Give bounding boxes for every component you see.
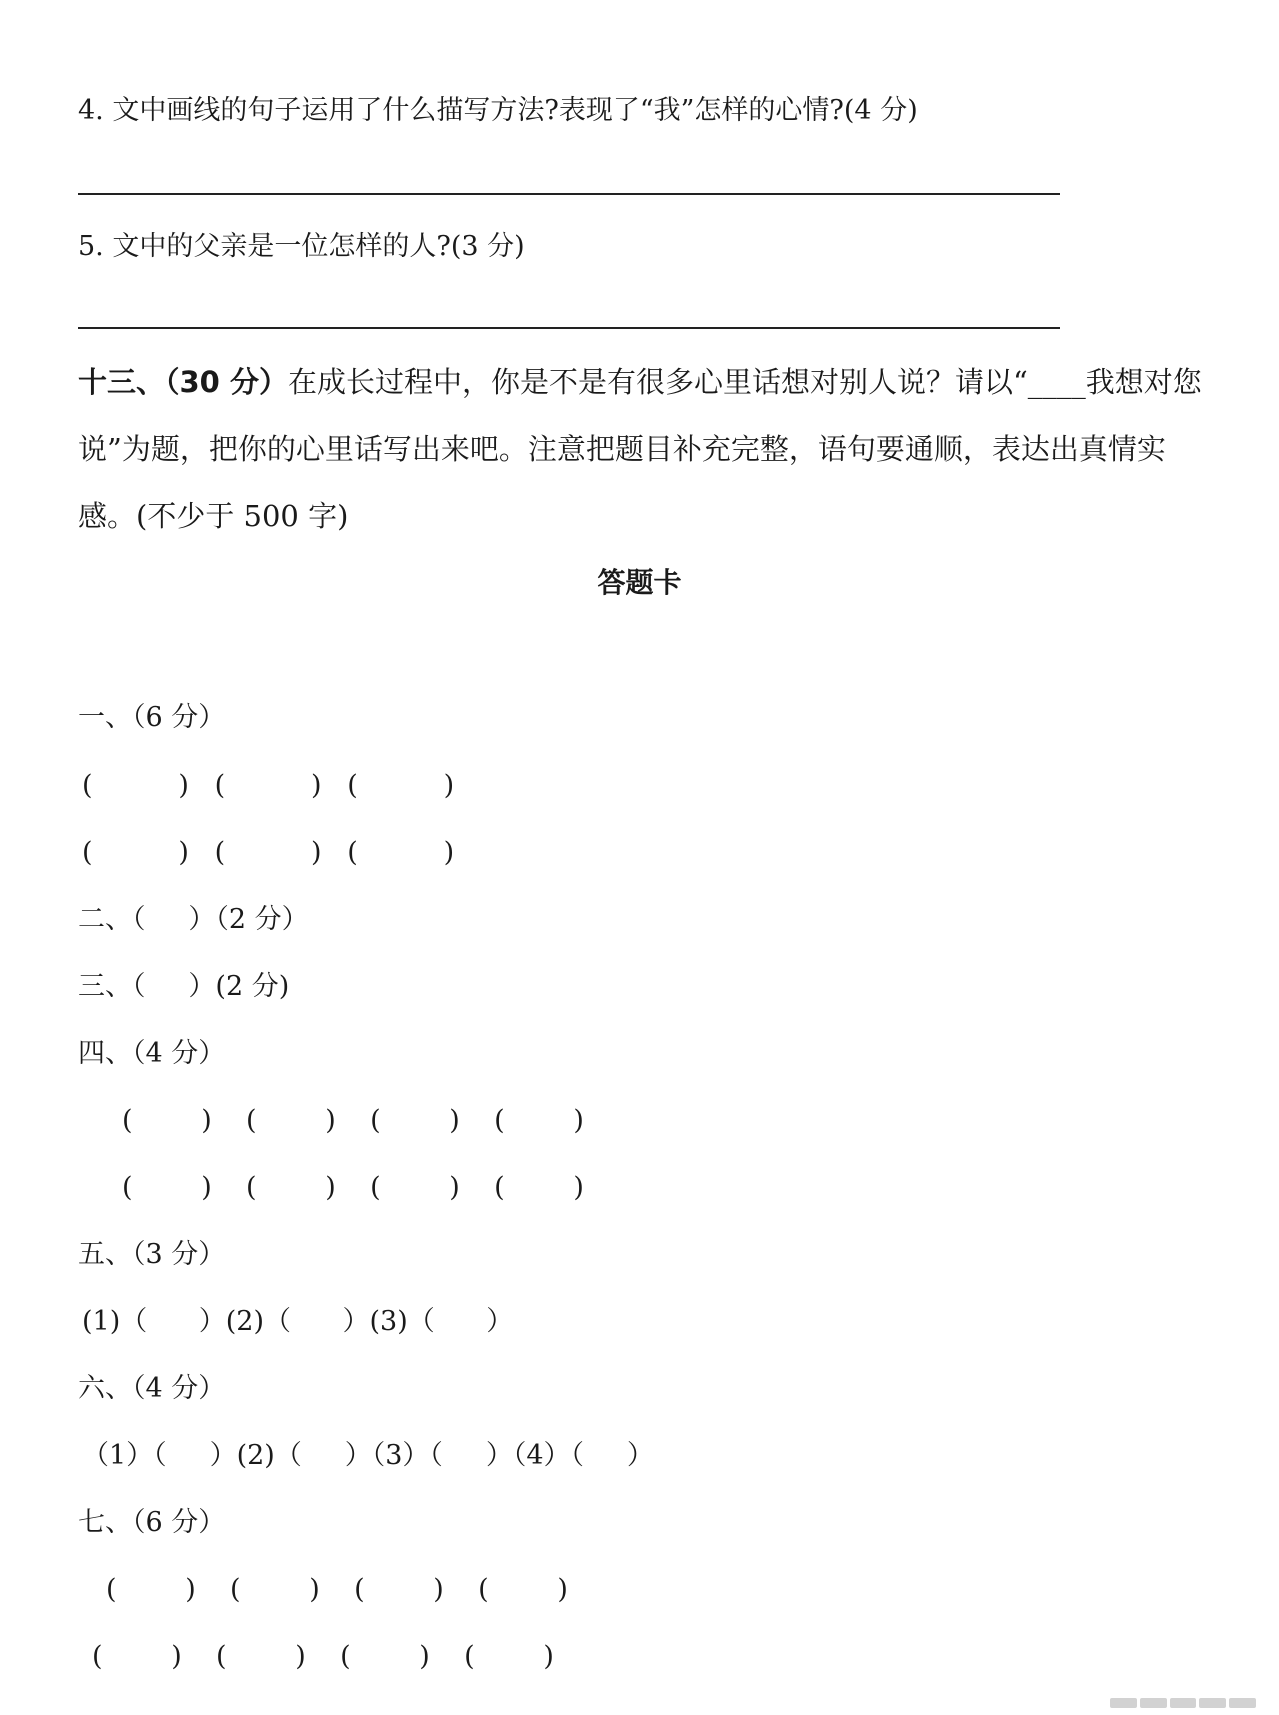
section-4-row-2: ( ) ( ) ( ) ( ) bbox=[122, 1172, 584, 1203]
section-4-header: 四、（4 分） bbox=[78, 1038, 226, 1069]
indicator-segment bbox=[1140, 1698, 1167, 1708]
section-7-row-2: ( ) ( ) ( ) ( ) bbox=[92, 1641, 554, 1672]
indicator-segment bbox=[1110, 1698, 1137, 1708]
section-1-header: 一、（6 分） bbox=[78, 702, 226, 733]
section-1-row-2: ( ) ( ) ( ) bbox=[82, 837, 455, 868]
indicator-segment bbox=[1199, 1698, 1226, 1708]
essay-prompt bbox=[78, 349, 1208, 550]
section-2: 二、（ ）（2 分） bbox=[78, 904, 309, 935]
answer-card-title: 答题卡 bbox=[597, 566, 682, 599]
section-6-row: （1）（ ）(2)（ ）（3）（ ）（4）（ ） bbox=[82, 1440, 654, 1471]
image-page-indicator bbox=[1110, 1698, 1256, 1708]
question-4: 4. 文中画线的句子运用了什么描写方法?表现了“我”怎样的心情?(4 分) bbox=[78, 95, 918, 126]
section-7-header: 七、（6 分） bbox=[78, 1507, 226, 1538]
section-4-row-1: ( ) ( ) ( ) ( ) bbox=[122, 1105, 584, 1136]
section-5-header: 五、（3 分） bbox=[78, 1239, 226, 1270]
answer-line-5 bbox=[78, 327, 1060, 329]
answer-line-4 bbox=[78, 193, 1060, 195]
indicator-segment bbox=[1229, 1698, 1256, 1708]
essay-text: 在成长过程中，你是不是有很多心里话想对别人说？请以“____我想对您说”为题，把你的心里话写出来吧。注意把题目补充完整，语句要通顺，表达出真情实感。(不少于 500 字) bbox=[78, 365, 1202, 533]
question-5: 5. 文中的父亲是一位怎样的人?(3 分) bbox=[78, 231, 525, 262]
section-3: 三、（ ）(2 分) bbox=[78, 971, 290, 1002]
section-6-header: 六、（4 分） bbox=[78, 1373, 226, 1404]
section-7-row-1: ( ) ( ) ( ) ( ) bbox=[106, 1574, 568, 1605]
indicator-segment bbox=[1170, 1698, 1197, 1708]
section-5-row: (1)（ ）(2)（ ）(3)（ ） bbox=[82, 1306, 514, 1337]
section-1-row-1: ( ) ( ) ( ) bbox=[82, 770, 455, 801]
essay-label: 十三、（30 分） bbox=[78, 365, 288, 399]
